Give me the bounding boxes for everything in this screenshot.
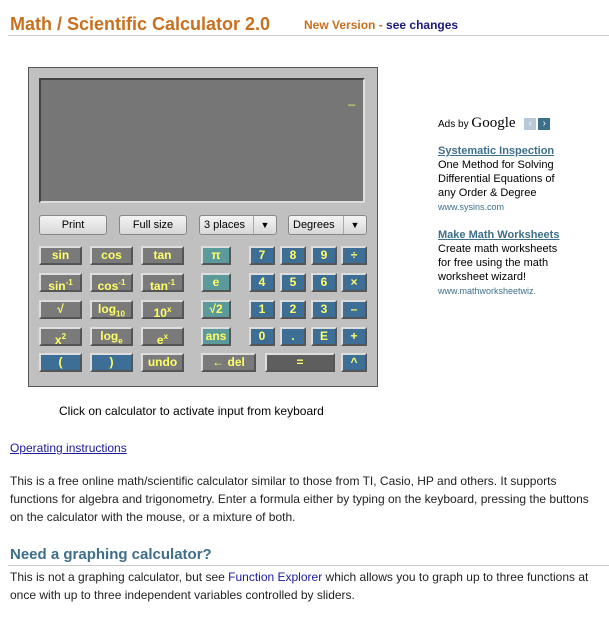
decimal-places-select[interactable] <box>199 215 277 235</box>
ads-by-label: Ads by <box>438 119 472 130</box>
chevron-down-icon: ▼ <box>343 216 366 234</box>
key-symbol[interactable]: × <box>341 273 367 292</box>
key-x2[interactable]: $x^2$ <box>39 327 82 346</box>
chevron-right-icon[interactable]: › <box>538 118 550 130</box>
key-symbol[interactable]: ) <box>90 353 133 372</box>
intro-text: This is a free online math/scientific calculator similar to those from TI, Casio, HP and others. It supports functions for algebra and trigonometry. Enter a formula either by typing on the keyboard, pressing the buttons on the calculator with the mouse, or a mixture of both. <box>10 474 589 524</box>
key-2[interactable]: √2 <box>201 300 231 319</box>
key-cos[interactable]: cos <box>90 246 133 265</box>
ad-title-link[interactable]: Systematic Inspection <box>438 145 555 157</box>
ad-body: One Method for Solving Differential Equations of any Order & Degree <box>438 159 555 199</box>
ads-by-google[interactable] <box>438 116 568 132</box>
ads-panel <box>438 116 568 298</box>
key-undo[interactable]: undo <box>141 353 184 372</box>
key-symbol[interactable]: . <box>280 327 306 346</box>
ad-url[interactable]: www.sysins.com <box>438 202 505 212</box>
ad-body: Create math worksheets for free using the math worksheet wizard! <box>438 243 558 283</box>
keyboard-hint: Click on calculator to activate input from keyboard <box>59 404 324 418</box>
full-size-button[interactable]: Full size <box>119 215 187 235</box>
graphing-heading: Need a graphing calculator? <box>10 546 212 563</box>
ad-title-link[interactable]: Make Math Worksheets <box>438 229 560 241</box>
function-explorer-link[interactable]: Function Explorer <box>228 570 323 584</box>
key-6[interactable]: 6 <box>311 273 337 292</box>
graphing-text-after: which allows you to graph up to three functions at once with up to three independent variables controlled by sliders. <box>10 570 589 602</box>
new-version-note <box>304 18 458 32</box>
chevron-left-icon[interactable]: ‹ <box>524 118 536 130</box>
key-8[interactable]: 8 <box>280 246 306 265</box>
key-5[interactable]: 5 <box>280 273 306 292</box>
key-symbol[interactable]: ( <box>39 353 82 372</box>
key-9[interactable]: 9 <box>311 246 337 265</box>
ad-url[interactable]: www.mathworksheetwiz. <box>438 286 537 296</box>
separator: - <box>375 18 387 32</box>
new-version-label: New Version <box>304 18 376 32</box>
divider <box>8 565 609 566</box>
display-cursor: _ <box>348 92 355 106</box>
key-cos1[interactable]: $\cos^{-1}$ <box>90 273 133 292</box>
key-symbol[interactable]: ^ <box>341 353 367 372</box>
key-0[interactable]: 0 <box>249 327 275 346</box>
see-changes-link[interactable]: see changes <box>386 18 459 32</box>
operating-instructions-link[interactable]: Operating instructions <box>10 441 127 455</box>
ad-item <box>438 144 568 214</box>
page-title: Math / Scientific Calculator 2.0 <box>10 14 271 34</box>
key-log10[interactable]: $\log_{10}$ <box>90 300 133 319</box>
graphing-text-before: This is not a graphing calculator, but see <box>10 570 229 584</box>
key-symbol[interactable]: π <box>201 246 231 265</box>
key-4[interactable]: 4 <box>249 273 275 292</box>
chevron-down-icon: ▼ <box>253 216 276 234</box>
key-tan1[interactable]: $\tan^{-1}$ <box>141 273 184 292</box>
key-del[interactable]: ← del <box>201 353 256 372</box>
key-1[interactable]: 1 <box>249 300 275 319</box>
key-sin[interactable]: sin <box>39 246 82 265</box>
key-symbol[interactable]: – <box>341 300 367 319</box>
calculator-display[interactable] <box>39 78 365 203</box>
google-logo: Google <box>471 115 516 131</box>
decimal-places-value: 3 places <box>204 219 245 231</box>
key-e[interactable]: e <box>201 273 231 292</box>
divider <box>8 35 609 36</box>
key-ex[interactable]: $e^x$ <box>141 327 184 346</box>
key-E[interactable]: E <box>311 327 337 346</box>
key-2[interactable]: 2 <box>280 300 306 319</box>
graphing-text <box>10 568 602 604</box>
key-symbol[interactable]: + <box>341 327 367 346</box>
key-7[interactable]: 7 <box>249 246 275 265</box>
print-button[interactable]: Print <box>39 215 107 235</box>
ad-item <box>438 228 568 298</box>
angle-mode-value: Degrees <box>293 219 335 231</box>
key-3[interactable]: 3 <box>311 300 337 319</box>
key-symbol[interactable]: ÷ <box>341 246 367 265</box>
key-loge[interactable]: $\log_e$ <box>90 327 133 346</box>
key-symbol[interactable]: = <box>265 353 335 372</box>
key-10x[interactable]: 10$^x$ <box>141 300 184 319</box>
key-symbol[interactable]: √ <box>39 300 82 319</box>
key-tan[interactable]: tan <box>141 246 184 265</box>
key-ans[interactable]: ans <box>201 327 231 346</box>
angle-mode-select[interactable] <box>288 215 367 235</box>
key-sin1[interactable]: $\sin^{-1}$ <box>39 273 82 292</box>
calculator[interactable] <box>28 67 378 387</box>
